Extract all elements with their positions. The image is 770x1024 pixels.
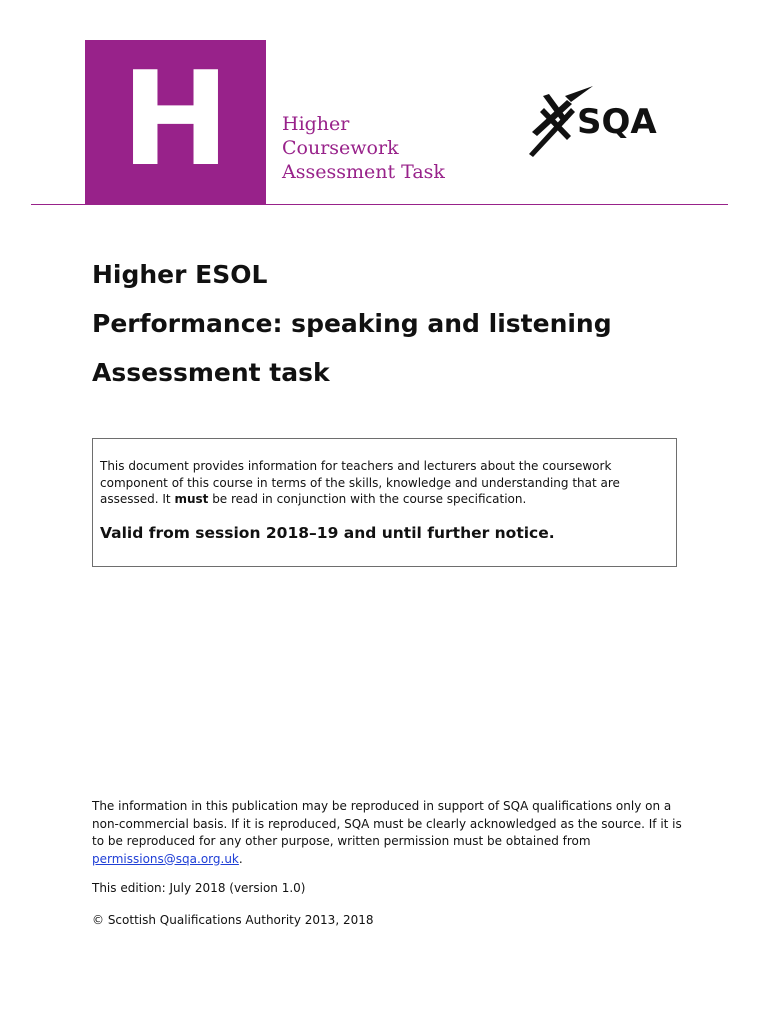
sqa-logo-text: SQA (577, 102, 657, 142)
header-divider (31, 204, 728, 205)
edition-info: This edition: July 2018 (version 1.0) (92, 881, 306, 895)
reproduction-text: The information in this publication may be reproduced in support of SQA qualifications only on a non-commercial basis. If it is reproduced, SQA must be clearly acknowledged as the source. If it is to be reproduced for any other purpose, written permission must be obtained from (92, 799, 682, 848)
reproduction-notice (92, 798, 692, 868)
level-letter: H (121, 43, 230, 195)
info-description (100, 458, 670, 508)
document-title: Higher ESOL (92, 260, 268, 289)
subtitle-line-2: Coursework (282, 137, 399, 159)
coursework-subtitle (282, 112, 445, 184)
info-text-part-1: This document provides information for teachers and lecturers about the coursework component of this course in terms of the skills, knowledge and understanding that are assessed. It (100, 459, 620, 506)
sqa-logo (527, 84, 677, 158)
permissions-email-link[interactable]: permissions@sqa.org.uk (92, 851, 239, 866)
info-emphasis: must (174, 492, 209, 506)
footer-notice (92, 798, 692, 929)
subtitle-line-3: Assessment Task (282, 161, 445, 183)
document-subtitle: Performance: speaking and listening (92, 309, 612, 338)
subtitle-line-1: Higher (282, 113, 350, 135)
info-text-part-2: be read in conjunction with the course specification. (208, 492, 527, 506)
copyright-notice: © Scottish Qualifications Authority 2013, 2018 (92, 912, 374, 927)
document-type: Assessment task (92, 358, 330, 387)
reproduction-text-end: . (238, 851, 243, 866)
validity-statement: Valid from session 2018–19 and until further notice. (100, 524, 555, 542)
level-h-badge (85, 40, 266, 204)
info-box (92, 438, 677, 567)
